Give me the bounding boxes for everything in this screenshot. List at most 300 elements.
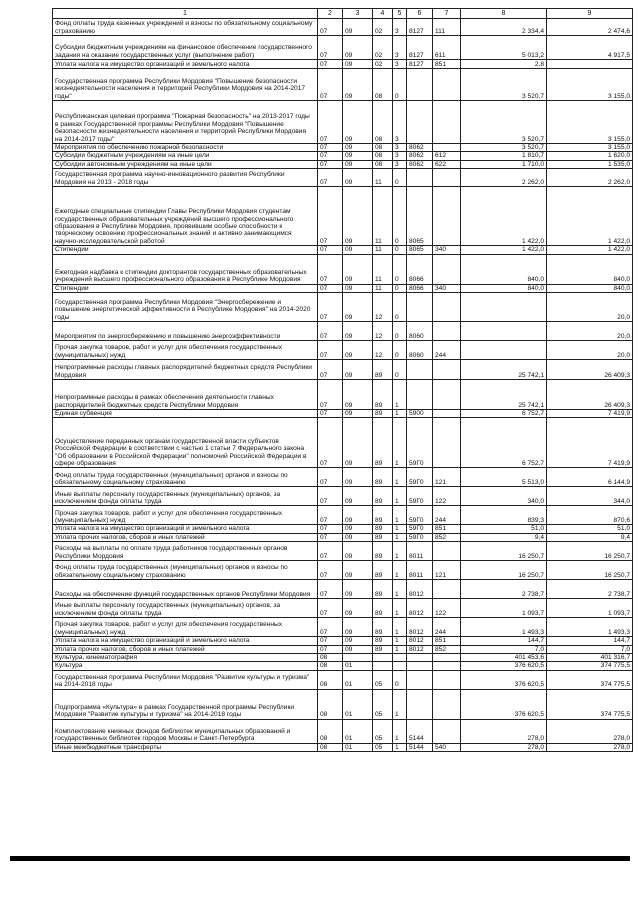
row-name-cell: Государственная программа Республики Мордовия "Повышение безопасности жизнедеятельности населения и территорий Республики Мордовия на 2014-2017 годы" — [53, 69, 318, 101]
amount-2016-cell: 376 620,5 — [461, 662, 547, 670]
code-cell: 244 — [433, 618, 461, 637]
row-name-cell: Мероприятия по обеспечению пожарной безопасности — [53, 144, 318, 152]
table-row — [53, 36, 633, 60]
amount-2016-cell: 1 422,0 — [461, 246, 547, 254]
code-cell — [393, 662, 407, 670]
row-name-cell: Субсидии бюджетным учреждениям на финансовое обеспечение государственного задания на оказание государственных услуг (выполнение работ) — [53, 36, 318, 60]
code-cell: 122 — [433, 487, 461, 506]
table-row — [53, 645, 633, 653]
amount-2017-cell: 374 775,5 — [547, 689, 633, 719]
code-cell: 1 — [393, 468, 407, 487]
code-cell: 59Г0 — [407, 525, 433, 533]
row-name-cell: Государственная программа Республики Мордовия "Энергосбережение и повышение энергетической эффективности в Республике Мордовия" на 2014-2020 годы — [53, 293, 318, 322]
code-cell: 3 — [393, 36, 407, 60]
row-name-cell: Мероприятия по энергосбережению и повышению энергоэффективности — [53, 322, 318, 341]
code-cell: 09 — [343, 599, 373, 618]
code-cell: 09 — [343, 506, 373, 525]
amount-2016-cell: 1 093,7 — [461, 599, 547, 618]
code-cell: 09 — [343, 341, 373, 360]
row-name-cell: Субсидии автономным учреждениям на иные цели — [53, 160, 318, 168]
table-row — [53, 160, 633, 168]
table-row — [53, 380, 633, 410]
code-cell: 11 — [373, 284, 393, 292]
code-cell: 121 — [433, 561, 461, 580]
row-name-cell: Государственная программа Республики Мордовия "Развитие культуры и туризма" на 2014-2018 годы — [53, 670, 318, 689]
code-cell: 59Г0 — [407, 468, 433, 487]
code-cell: 8060 — [407, 341, 433, 360]
amount-2016-cell: 839,3 — [461, 506, 547, 525]
code-cell: 05 — [373, 670, 393, 689]
code-cell — [407, 654, 433, 662]
amount-2016-cell: 6 752,7 — [461, 418, 547, 468]
code-cell: 89 — [373, 380, 393, 410]
header-cell: 9 — [547, 9, 633, 19]
amount-2017-cell: 6 144,9 — [547, 468, 633, 487]
row-name-cell: Уплата налога на имущество организаций и земельного налога — [53, 525, 318, 533]
amount-2017-cell: 2 738,7 — [547, 580, 633, 599]
code-cell: 09 — [343, 487, 373, 506]
code-cell: 0 — [393, 341, 407, 360]
table-row — [53, 19, 633, 36]
header-cell: 1 — [53, 9, 318, 19]
amount-2016-cell: 840,0 — [461, 254, 547, 284]
amount-2017-cell: 1 535,0 — [547, 160, 633, 168]
code-cell — [433, 187, 461, 246]
code-cell: 08 — [318, 743, 343, 751]
code-cell: 09 — [343, 19, 373, 36]
code-cell: 244 — [433, 341, 461, 360]
code-cell: 09 — [343, 561, 373, 580]
code-cell: 08 — [373, 152, 393, 160]
amount-2017-cell: 840,0 — [547, 284, 633, 292]
code-cell: 0 — [393, 284, 407, 292]
code-cell: 07 — [318, 561, 343, 580]
code-cell: 59Г0 — [407, 506, 433, 525]
row-name-cell: Фонд оплаты труда государственных (муниципальных) органов и взносы по обязательному социальному страхованию — [53, 468, 318, 487]
row-name-cell: Осуществление переданных органам государственной власти субъектов Российской Федерации в соответствии с частью 1 статьи 7 Федерального закона "Об образовании в Российской Федерации" полномочий Российской Федерации в сфере образования — [53, 418, 318, 468]
code-cell: 0 — [393, 360, 407, 380]
code-cell: 09 — [343, 246, 373, 254]
amount-2017-cell: 26 409,3 — [547, 380, 633, 410]
code-cell: 07 — [318, 410, 343, 418]
amount-2017-cell: 7 419,9 — [547, 418, 633, 468]
code-cell: 07 — [318, 637, 343, 645]
code-cell: 07 — [318, 246, 343, 254]
code-cell: 1 — [393, 645, 407, 653]
code-cell: 09 — [343, 322, 373, 341]
amount-2016-cell: 25 742,1 — [461, 380, 547, 410]
amount-2017-cell: 3 155,0 — [547, 144, 633, 152]
code-cell: 852 — [433, 533, 461, 541]
table-row — [53, 101, 633, 144]
amount-2017-cell: 144,7 — [547, 637, 633, 645]
code-cell: 07 — [318, 187, 343, 246]
code-cell: 89 — [373, 410, 393, 418]
code-cell: 07 — [318, 19, 343, 36]
amount-2016-cell: 2 334,4 — [461, 19, 547, 36]
table-row — [53, 360, 633, 380]
code-cell — [433, 542, 461, 561]
amount-2016-cell: 3 520,7 — [461, 69, 547, 101]
amount-2017-cell: 374 775,5 — [547, 670, 633, 689]
header-row — [53, 9, 633, 19]
table-row — [53, 187, 633, 246]
code-cell — [433, 580, 461, 599]
code-cell: 05 — [373, 719, 393, 743]
amount-2016-cell: 51,0 — [461, 525, 547, 533]
code-cell: 8011 — [407, 542, 433, 561]
code-cell: 09 — [343, 645, 373, 653]
code-cell: 1 — [393, 599, 407, 618]
table-row — [53, 293, 633, 322]
code-cell: 07 — [318, 60, 343, 69]
code-cell: 5144 — [407, 719, 433, 743]
table-row — [53, 246, 633, 254]
amount-2017-cell: 1 620,0 — [547, 152, 633, 160]
amount-2017-cell: 20,0 — [547, 341, 633, 360]
code-cell: 07 — [318, 360, 343, 380]
code-cell: 89 — [373, 542, 393, 561]
code-cell: 08 — [373, 69, 393, 101]
code-cell: 01 — [343, 670, 373, 689]
amount-2016-cell: 1 710,0 — [461, 160, 547, 168]
code-cell: 07 — [318, 293, 343, 322]
row-name-cell: Уплата прочих налогов, сборов и иных платежей — [53, 533, 318, 541]
code-cell — [407, 662, 433, 670]
code-cell: 09 — [343, 360, 373, 380]
code-cell: 59Г0 — [407, 533, 433, 541]
code-cell: 851 — [433, 525, 461, 533]
code-cell: 11 — [373, 254, 393, 284]
code-cell — [433, 69, 461, 101]
code-cell — [407, 69, 433, 101]
code-cell: 01 — [343, 743, 373, 751]
code-cell: 8066 — [407, 284, 433, 292]
code-cell: 09 — [343, 144, 373, 152]
code-cell — [407, 670, 433, 689]
row-name-cell: Иные выплаты персоналу государственных (муниципальных) органов, за исключением фонда оплаты труда — [53, 487, 318, 506]
table-row — [53, 743, 633, 751]
code-cell: 1 — [393, 580, 407, 599]
table-row — [53, 654, 633, 662]
amount-2016-cell: 1 422,0 — [461, 187, 547, 246]
header-cell: 5 — [393, 9, 407, 19]
amount-2016-cell: 840,0 — [461, 284, 547, 292]
code-cell: 8066 — [407, 254, 433, 284]
row-name-cell: Государственная программа научно-инновационного развития Республики Мордовия на 2013 - 2018 годы — [53, 169, 318, 187]
code-cell: 851 — [433, 637, 461, 645]
code-cell: 1 — [393, 487, 407, 506]
code-cell: 09 — [343, 618, 373, 637]
table-row — [53, 322, 633, 341]
code-cell: 0 — [393, 69, 407, 101]
code-cell — [393, 654, 407, 662]
code-cell: 8062 — [407, 152, 433, 160]
amount-2016-cell: 5 513,0 — [461, 468, 547, 487]
code-cell: 0 — [393, 293, 407, 322]
table-row — [53, 410, 633, 418]
code-cell: 8012 — [407, 599, 433, 618]
table-row — [53, 525, 633, 533]
code-cell: 8060 — [407, 322, 433, 341]
amount-2016-cell: 401 453,6 — [461, 654, 547, 662]
amount-2017-cell: 1 422,0 — [547, 246, 633, 254]
code-cell: 540 — [433, 743, 461, 751]
table-row — [53, 618, 633, 637]
code-cell: 89 — [373, 506, 393, 525]
amount-2017-cell: 2 474,6 — [547, 19, 633, 36]
code-cell — [433, 293, 461, 322]
code-cell: 3 — [393, 19, 407, 36]
code-cell: 8012 — [407, 637, 433, 645]
header-cell: 8 — [461, 9, 547, 19]
code-cell — [407, 169, 433, 187]
amount-2016-cell: 2 738,7 — [461, 580, 547, 599]
code-cell: 89 — [373, 360, 393, 380]
code-cell: 08 — [373, 101, 393, 144]
code-cell — [433, 418, 461, 468]
code-cell — [433, 662, 461, 670]
row-name-cell: Подпрограмма «Культура» в рамках Государственной программы Республики Мордовия "Развитие культуры и туризма" на 2014-2018 годы — [53, 689, 318, 719]
code-cell: 8012 — [407, 618, 433, 637]
code-cell: 08 — [373, 144, 393, 152]
code-cell: 07 — [318, 645, 343, 653]
table-row — [53, 580, 633, 599]
amount-2017-cell: 2 262,0 — [547, 169, 633, 187]
code-cell: 09 — [343, 380, 373, 410]
code-cell: 1 — [393, 533, 407, 541]
code-cell: 1 — [393, 418, 407, 468]
code-cell: 05 — [373, 689, 393, 719]
table-row — [53, 542, 633, 561]
table-row — [53, 169, 633, 187]
code-cell: 59Г0 — [407, 487, 433, 506]
code-cell: 0 — [393, 254, 407, 284]
code-cell: 89 — [373, 580, 393, 599]
table-row — [53, 662, 633, 670]
table-row — [53, 418, 633, 468]
amount-2017-cell: 840,0 — [547, 254, 633, 284]
code-cell: 11 — [373, 246, 393, 254]
code-cell: 07 — [318, 533, 343, 541]
code-cell: 09 — [343, 69, 373, 101]
code-cell — [407, 380, 433, 410]
code-cell: 07 — [318, 160, 343, 168]
code-cell — [433, 254, 461, 284]
code-cell: 8127 — [407, 36, 433, 60]
code-cell: 12 — [373, 322, 393, 341]
code-cell: 1 — [393, 618, 407, 637]
code-cell: 11 — [373, 187, 393, 246]
code-cell: 05 — [373, 743, 393, 751]
header-cell: 3 — [343, 9, 373, 19]
code-cell: 89 — [373, 487, 393, 506]
amount-2016-cell: 16 250,7 — [461, 561, 547, 580]
code-cell — [433, 719, 461, 743]
amount-2016-cell: 16 250,7 — [461, 542, 547, 561]
code-cell: 611 — [433, 36, 461, 60]
code-cell: 08 — [373, 160, 393, 168]
amount-2016-cell: 9,4 — [461, 533, 547, 541]
amount-2017-cell: 1 493,3 — [547, 618, 633, 637]
row-name-cell: Уплата прочих налогов, сборов и иных платежей — [53, 645, 318, 653]
code-cell: 07 — [318, 468, 343, 487]
code-cell: 5144 — [407, 743, 433, 751]
budget-table — [52, 8, 633, 752]
amount-2016-cell: 6 752,7 — [461, 410, 547, 418]
code-cell: 07 — [318, 144, 343, 152]
code-cell: 8062 — [407, 144, 433, 152]
amount-2017-cell: 374 775,5 — [547, 662, 633, 670]
code-cell — [407, 689, 433, 719]
code-cell: 1 — [393, 542, 407, 561]
code-cell: 09 — [343, 101, 373, 144]
code-cell: 852 — [433, 645, 461, 653]
code-cell: 09 — [343, 160, 373, 168]
row-name-cell: Ежегодная надбавка к стипендии докторантов государственных образовательных учреждений высшего профессионального образования в Республике Мордовия — [53, 254, 318, 284]
code-cell: 89 — [373, 525, 393, 533]
code-cell: 89 — [373, 645, 393, 653]
code-cell: 07 — [318, 36, 343, 60]
table-row — [53, 468, 633, 487]
code-cell: 01 — [343, 719, 373, 743]
code-cell: 0 — [393, 246, 407, 254]
code-cell: 3 — [393, 152, 407, 160]
code-cell: 12 — [373, 341, 393, 360]
code-cell: 07 — [318, 418, 343, 468]
code-cell: 8065 — [407, 246, 433, 254]
code-cell: 89 — [373, 468, 393, 487]
code-cell: 8011 — [407, 561, 433, 580]
code-cell: 09 — [343, 293, 373, 322]
code-cell: 3 — [393, 160, 407, 168]
table-row — [53, 533, 633, 541]
code-cell — [433, 689, 461, 719]
code-cell: 09 — [343, 468, 373, 487]
code-cell: 1 — [393, 525, 407, 533]
code-cell: 09 — [343, 418, 373, 468]
amount-2017-cell — [547, 60, 633, 69]
code-cell: 244 — [433, 506, 461, 525]
code-cell — [433, 654, 461, 662]
code-cell: 1 — [393, 743, 407, 751]
table-row — [53, 341, 633, 360]
code-cell: 09 — [343, 580, 373, 599]
amount-2016-cell: 144,7 — [461, 637, 547, 645]
code-cell — [433, 360, 461, 380]
amount-2017-cell: 1 422,0 — [547, 187, 633, 246]
code-cell: 8127 — [407, 19, 433, 36]
code-cell — [433, 144, 461, 152]
table-row — [53, 144, 633, 152]
row-name-cell: Расходы на обеспечение функций государственных органов Республики Мордовия — [53, 580, 318, 599]
code-cell — [433, 410, 461, 418]
code-cell: 07 — [318, 152, 343, 160]
code-cell: 07 — [318, 322, 343, 341]
amount-2017-cell: 870,6 — [547, 506, 633, 525]
table-row — [53, 689, 633, 719]
code-cell: 12 — [373, 293, 393, 322]
code-cell: 1 — [393, 637, 407, 645]
row-name-cell: Стипендии — [53, 284, 318, 292]
amount-2017-cell: 1 093,7 — [547, 599, 633, 618]
table-row — [53, 506, 633, 525]
code-cell: 09 — [343, 152, 373, 160]
amount-2016-cell: 1 493,3 — [461, 618, 547, 637]
code-cell: 1 — [393, 506, 407, 525]
row-name-cell: Стипендии — [53, 246, 318, 254]
amount-2017-cell: 4 917,5 — [547, 36, 633, 60]
code-cell: 09 — [343, 169, 373, 187]
table-row — [53, 599, 633, 618]
code-cell: 89 — [373, 561, 393, 580]
amount-2016-cell: 7,0 — [461, 645, 547, 653]
code-cell: 121 — [433, 468, 461, 487]
code-cell: 09 — [343, 533, 373, 541]
code-cell — [407, 293, 433, 322]
code-cell: 1 — [393, 689, 407, 719]
code-cell: 07 — [318, 380, 343, 410]
code-cell: 622 — [433, 160, 461, 168]
table-row — [53, 487, 633, 506]
code-cell: 08 — [318, 662, 343, 670]
code-cell: 340 — [433, 284, 461, 292]
row-name-cell: Расходы на выплаты по оплате труда работников государственных органов Республики Мордовия — [53, 542, 318, 561]
code-cell: 1 — [393, 410, 407, 418]
amount-2016-cell — [461, 293, 547, 322]
code-cell — [433, 670, 461, 689]
code-cell: 0 — [393, 187, 407, 246]
amount-2016-cell: 5 013,2 — [461, 36, 547, 60]
code-cell: 02 — [373, 19, 393, 36]
code-cell: 59Г0 — [407, 418, 433, 468]
amount-2017-cell: 401 316,7 — [547, 654, 633, 662]
code-cell: 340 — [433, 246, 461, 254]
code-cell: 02 — [373, 36, 393, 60]
amount-2017-cell: 16 250,7 — [547, 542, 633, 561]
code-cell: 111 — [433, 19, 461, 36]
row-name-cell: Непрограммные расходы в рамках обеспечения деятельности главных распорядителей бюджетных средств Республики Мордовия — [53, 380, 318, 410]
code-cell: 09 — [343, 542, 373, 561]
row-name-cell: Прочая закупка товаров, работ и услуг для обеспечения государственных (муниципальных) нужд — [53, 341, 318, 360]
code-cell — [433, 380, 461, 410]
code-cell: 8127 — [407, 60, 433, 69]
table-row — [53, 670, 633, 689]
code-cell: 89 — [373, 599, 393, 618]
row-name-cell: Комплектование книжных фондов библиотек муниципальных образований и государственных библиотек городов Москвы и Санкт-Петербурга — [53, 719, 318, 743]
page-bottom-bar — [10, 856, 630, 861]
table-row — [53, 152, 633, 160]
code-cell: 1 — [393, 561, 407, 580]
code-cell: 851 — [433, 60, 461, 69]
row-name-cell: Непрограммные расходы главных распорядителей бюджетных средств Республики Мордовия — [53, 360, 318, 380]
amount-2017-cell: 278,0 — [547, 719, 633, 743]
amount-2016-cell: 376 620,5 — [461, 689, 547, 719]
row-name-cell: Ежегодные специальные стипендии Главы Республики Мордовия студентам государственных образовательных учреждений высшего профессионального образования в Республике Мордовия, проявившим особые способности к творческому освоению профессиональных знаний и активно занимающимся научно-исследовательской работой — [53, 187, 318, 246]
code-cell — [373, 654, 393, 662]
code-cell: 1 — [393, 380, 407, 410]
code-cell: 01 — [343, 662, 373, 670]
code-cell — [433, 322, 461, 341]
row-name-cell: Прочая закупка товаров, работ и услуг для обеспечения государственных (муниципальных) нужд — [53, 506, 318, 525]
code-cell: 07 — [318, 487, 343, 506]
amount-2016-cell: 3 520,7 — [461, 101, 547, 144]
code-cell: 08 — [318, 719, 343, 743]
code-cell: 8012 — [407, 580, 433, 599]
header-cell: 2 — [318, 9, 343, 19]
code-cell: 89 — [373, 418, 393, 468]
code-cell: 89 — [373, 637, 393, 645]
